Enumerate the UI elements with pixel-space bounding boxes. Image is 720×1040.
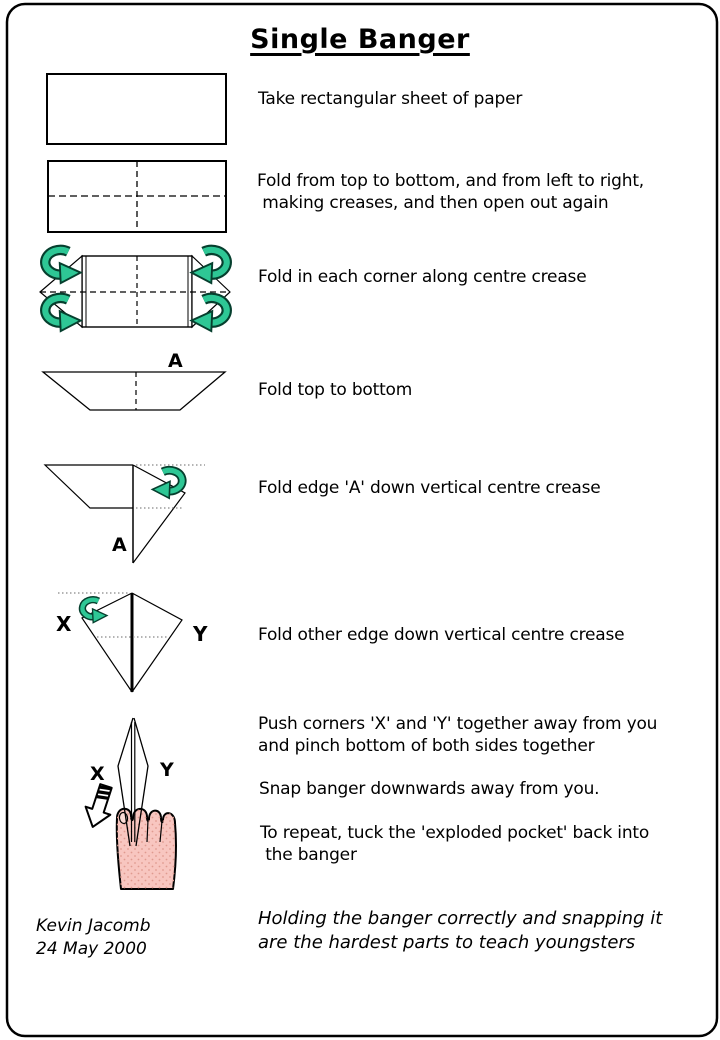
label-y: Y xyxy=(160,759,174,781)
label-x: X xyxy=(90,763,105,785)
label-a: A xyxy=(168,350,183,372)
text-line: Fold other edge down vertical centre crease xyxy=(258,625,625,645)
diagram-plain-sheet xyxy=(47,74,226,144)
step-text-9 xyxy=(260,822,649,866)
text-line: Fold from top to bottom, and from left to right, xyxy=(257,171,644,191)
author-date: 24 May 2000 xyxy=(36,939,147,959)
text-line: Fold edge 'A' down vertical centre crease xyxy=(258,478,601,498)
author-credit xyxy=(36,915,151,961)
text-line: Fold in each corner along centre crease xyxy=(258,267,587,287)
text-line: are the hardest parts to teach youngsters xyxy=(258,932,636,953)
step-text-7 xyxy=(258,713,657,757)
page-title: Single Banger xyxy=(250,24,470,55)
footnote xyxy=(258,907,662,955)
text-line: the banger xyxy=(260,845,357,865)
step-text-2 xyxy=(257,170,644,214)
step-text-1 xyxy=(258,88,522,110)
diagram-creased-sheet xyxy=(48,161,226,232)
text-line: Fold top to bottom xyxy=(258,380,413,400)
step-text-6 xyxy=(258,624,624,646)
text-line: Snap banger downwards away from you. xyxy=(259,779,600,799)
diagram-fold-corners xyxy=(40,250,230,331)
text-line: Holding the banger correctly and snapping it xyxy=(258,908,663,929)
step-text-3 xyxy=(258,266,586,288)
fold-arrow-icon xyxy=(82,600,107,623)
fold-arrow-icon xyxy=(152,470,182,498)
diagram-fold-edge-a xyxy=(45,465,205,563)
diagram-trapezoid xyxy=(43,350,225,410)
diagram-kite xyxy=(56,593,208,692)
text-line: Take rectangular sheet of paper xyxy=(258,89,523,109)
text-line: Push corners 'X' and 'Y' together away from you xyxy=(258,714,658,734)
step-text-4 xyxy=(258,379,412,401)
step-text-5 xyxy=(258,477,601,499)
text-line: To repeat, tuck the 'exploded pocket' back into xyxy=(260,823,650,843)
diagram-hand-banger xyxy=(80,718,176,889)
page-border xyxy=(7,4,717,1036)
author-name: Kevin Jacomb xyxy=(36,916,151,936)
text-line: and pinch bottom of both sides together xyxy=(258,736,595,756)
label-a: A xyxy=(112,534,127,556)
step-text-8 xyxy=(259,778,599,800)
label-x: X xyxy=(56,612,72,636)
label-y: Y xyxy=(193,622,208,646)
snap-down-arrow-icon xyxy=(80,782,118,831)
text-line: making creases, and then open out again xyxy=(257,193,609,213)
